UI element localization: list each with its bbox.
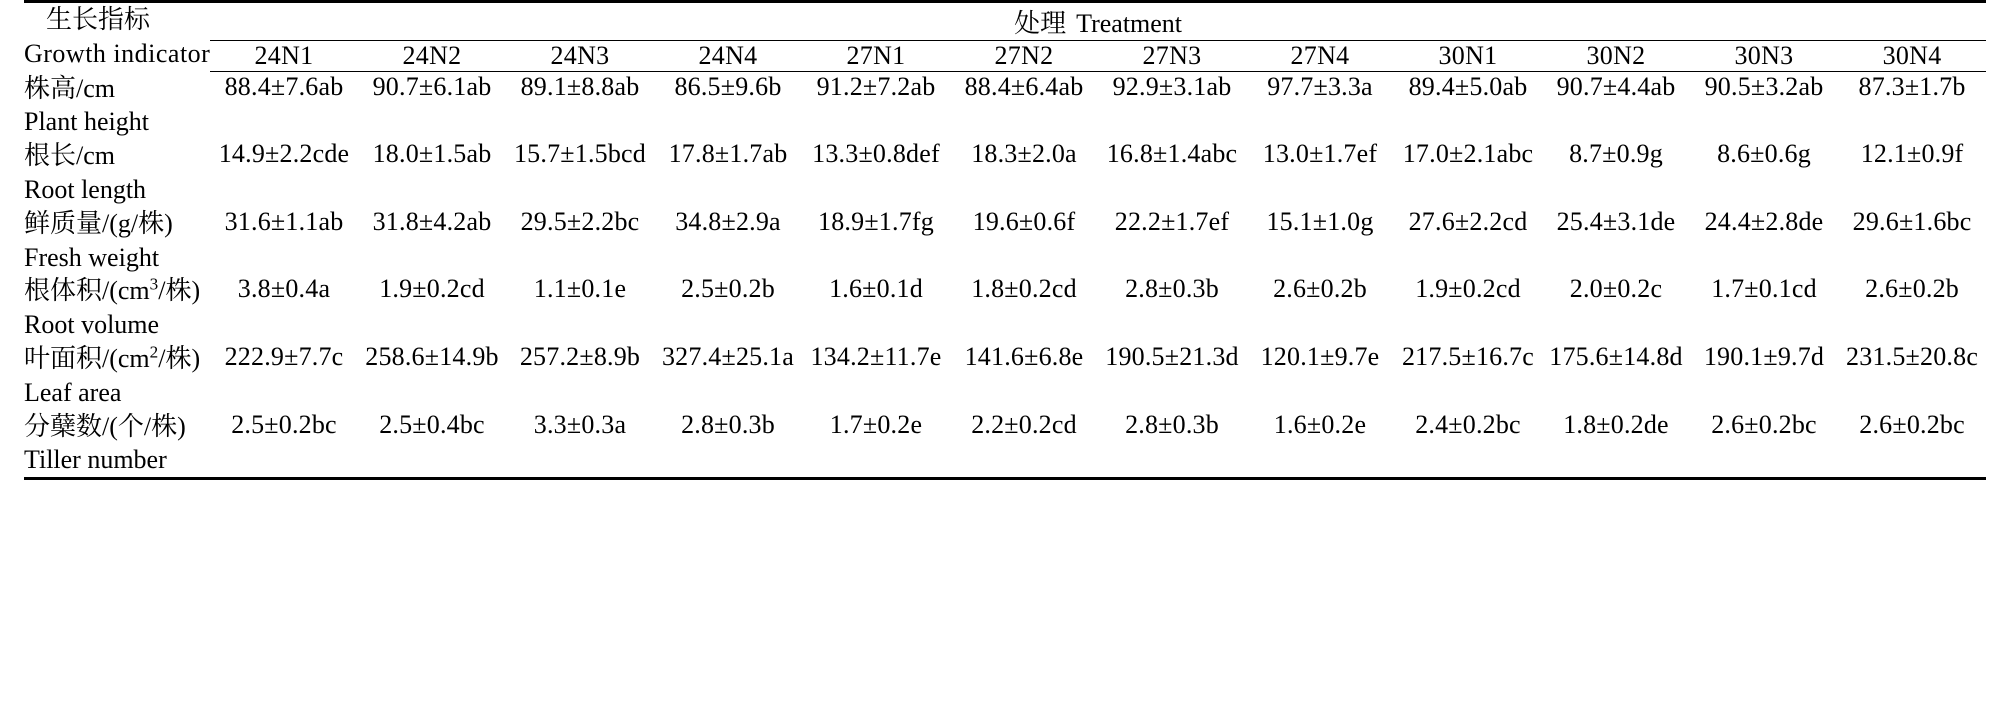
row-label-cn: 叶面积$/(cm^2/$株) (24, 342, 201, 373)
cell-value: 1.8±0.2cd (971, 274, 1077, 304)
cell-value: 34.8±2.9a (675, 206, 781, 236)
cell-value: 18.9±1.7fg (818, 206, 934, 236)
cell-value: 29.6±1.6bc (1852, 206, 1972, 236)
table-header (24, 2, 1986, 72)
cell-value: 31.6±1.1ab (224, 206, 344, 236)
column-header-24N1: 24N1 (210, 41, 358, 72)
cell-value: 190.5±21.3d (1105, 342, 1239, 371)
cell-value: 18.0±1.5ab (372, 139, 492, 169)
row-label-plant-height (24, 72, 210, 140)
cell-value: 2.4±0.2bc (1415, 409, 1521, 439)
column-header-27N3: 27N3 (1098, 41, 1246, 72)
cell-value: 1.8±0.2de (1563, 409, 1669, 439)
cell-value: 88.4±7.6ab (224, 72, 344, 102)
cell-value: 8.6±0.6g (1717, 139, 1811, 169)
column-header-30N3: 30N3 (1690, 41, 1838, 72)
row-label-en: Plant height (24, 107, 149, 137)
cell-value: 1.7±0.1cd (1711, 274, 1817, 304)
row-label-cn: 分蘖数/(个/株) (24, 411, 186, 441)
cell-value: 1.6±0.1d (829, 274, 923, 304)
cell-value: 17.0±2.1abc (1402, 139, 1534, 169)
cell-value: 2.2±0.2cd (971, 409, 1077, 439)
row-label-cn: 株高/cm (24, 73, 115, 103)
cell-value: 90.5±3.2ab (1704, 72, 1824, 102)
row-label-cn: 鲜质量/(g/株) (24, 208, 173, 238)
cell-value: 90.7±4.4ab (1556, 72, 1676, 102)
cell-value: 91.2±7.2ab (816, 72, 936, 102)
cell-value: 89.4±5.0ab (1408, 72, 1528, 102)
cell-value: 2.5±0.2b (681, 274, 775, 304)
cell-value: 13.3±0.8def (812, 139, 940, 169)
cell-value: 29.5±2.2bc (520, 206, 640, 236)
cell-value: 2.6±0.2b (1273, 274, 1367, 304)
row-label-en: Root volume (24, 310, 160, 340)
cell-value: 231.5±20.8c (1846, 342, 1979, 371)
indicator-header-cn: 生长指标 (46, 5, 151, 34)
cell-value: 24.4±2.8de (1704, 206, 1824, 236)
cell-value: 19.6±0.6f (972, 206, 1076, 236)
table-row (24, 72, 1986, 140)
column-header-27N2: 27N2 (950, 41, 1098, 72)
cell-value: 17.8±1.7ab (668, 139, 788, 169)
cell-value: 86.5±9.6b (674, 72, 782, 102)
cell-value: 90.7±6.1ab (372, 72, 492, 102)
cell-value: 15.7±1.5bcd (513, 139, 646, 169)
row-label-root-volume (24, 274, 210, 342)
table-row (24, 139, 1986, 207)
cell-value: 120.1±9.7e (1260, 342, 1380, 371)
cell-value: 13.0±1.7ef (1262, 139, 1378, 169)
cell-value: 16.8±1.4abc (1106, 139, 1238, 169)
cell-value: 217.5±16.7c (1401, 342, 1534, 371)
treatment-header-cell (210, 2, 1986, 41)
column-header-30N1: 30N1 (1394, 41, 1542, 72)
cell-value: 1.1±0.1e (533, 274, 627, 304)
cell-value: 2.8±0.3b (1125, 409, 1219, 439)
row-label-leaf-area (24, 342, 210, 410)
cell-value: 25.4±3.1de (1556, 206, 1676, 236)
cell-value: 2.8±0.3b (681, 409, 775, 439)
cell-value: 92.9±3.1ab (1112, 72, 1232, 102)
row-label-en: Tiller number (24, 445, 167, 475)
cell-value: 222.9±7.7c (224, 342, 344, 371)
header-row-top (24, 2, 1986, 41)
cell-value: 327.4±25.1a (661, 342, 794, 371)
cell-value: 1.9±0.2cd (379, 274, 485, 304)
cell-value: 3.8±0.4a (237, 274, 331, 304)
column-header-24N4: 24N4 (654, 41, 802, 72)
cell-value: 18.3±2.0a (971, 139, 1077, 169)
table-row (24, 410, 1986, 478)
treatment-header-en: Treatment (1076, 9, 1183, 38)
cell-value: 1.6±0.2e (1273, 409, 1367, 439)
cell-value: 12.1±0.9f (1860, 139, 1964, 169)
cell-value: 134.2±11.7e (810, 342, 942, 371)
cell-value: 22.2±1.7ef (1114, 206, 1230, 236)
cell-value: 2.6±0.2bc (1859, 409, 1965, 439)
column-header-30N2: 30N2 (1542, 41, 1690, 72)
cell-value: 2.8±0.3b (1125, 274, 1219, 304)
indicator-header-cell (24, 2, 210, 72)
cell-value: 2.6±0.2bc (1711, 409, 1817, 439)
table-body (24, 72, 1986, 479)
row-label-tiller-number (24, 410, 210, 478)
indicator-header-en: Growth indicator (24, 39, 211, 69)
cell-value: 1.7±0.2e (829, 409, 923, 439)
row-label-en: Leaf area (24, 377, 122, 407)
cell-value: 15.1±1.0g (1266, 206, 1374, 236)
row-label-en: Fresh weight (24, 242, 160, 272)
cell-value: 87.3±1.7b (1858, 72, 1966, 102)
cell-value: 89.1±8.8ab (520, 72, 640, 102)
cell-value: 2.0±0.2c (1569, 274, 1663, 304)
column-header-27N1: 27N1 (802, 41, 950, 72)
table-row (24, 207, 1986, 275)
cell-value: 190.1±9.7d (1703, 342, 1825, 371)
cell-value: 97.7±3.3a (1267, 72, 1373, 102)
cell-value: 2.5±0.2bc (231, 409, 337, 439)
cell-value: 141.6±6.8e (964, 342, 1084, 371)
cell-value: 2.6±0.2b (1865, 274, 1959, 304)
cell-value: 1.9±0.2cd (1415, 274, 1521, 304)
cell-value: 257.2±8.9b (519, 342, 641, 371)
header-row-columns (24, 41, 1986, 72)
row-label-fresh-weight (24, 207, 210, 275)
cell-value: 31.8±4.2ab (372, 206, 492, 236)
cell-value: 175.6±14.8d (1549, 342, 1683, 371)
cell-value: 2.5±0.4bc (379, 409, 485, 439)
column-header-30N4: 30N4 (1838, 41, 1986, 72)
table-bottom-rule (24, 477, 1986, 479)
cell-value: 3.3±0.3a (533, 409, 627, 439)
row-label-cn: 根长/cm (24, 141, 115, 171)
row-label-cn: 根体积$/(cm^3/$株) (24, 274, 201, 306)
column-header-27N4: 27N4 (1246, 41, 1394, 72)
table-row (24, 342, 1986, 410)
row-label-en: Root length (24, 175, 147, 205)
cell-value: 258.6±14.9b (365, 342, 499, 371)
cell-value: 8.7±0.9g (1569, 139, 1663, 169)
table-bottom-rule-row (24, 477, 1986, 479)
cell-value: 27.6±2.2cd (1408, 206, 1528, 236)
cell-value: 14.9±2.2cde (218, 139, 350, 169)
table-row (24, 274, 1986, 342)
column-header-24N2: 24N2 (358, 41, 506, 72)
growth-indicator-table (24, 0, 1986, 480)
cell-value: 88.4±6.4ab (964, 72, 1084, 102)
column-header-24N3: 24N3 (506, 41, 654, 72)
row-label-root-length (24, 139, 210, 207)
treatment-header-cn: 处理 (1014, 9, 1067, 38)
